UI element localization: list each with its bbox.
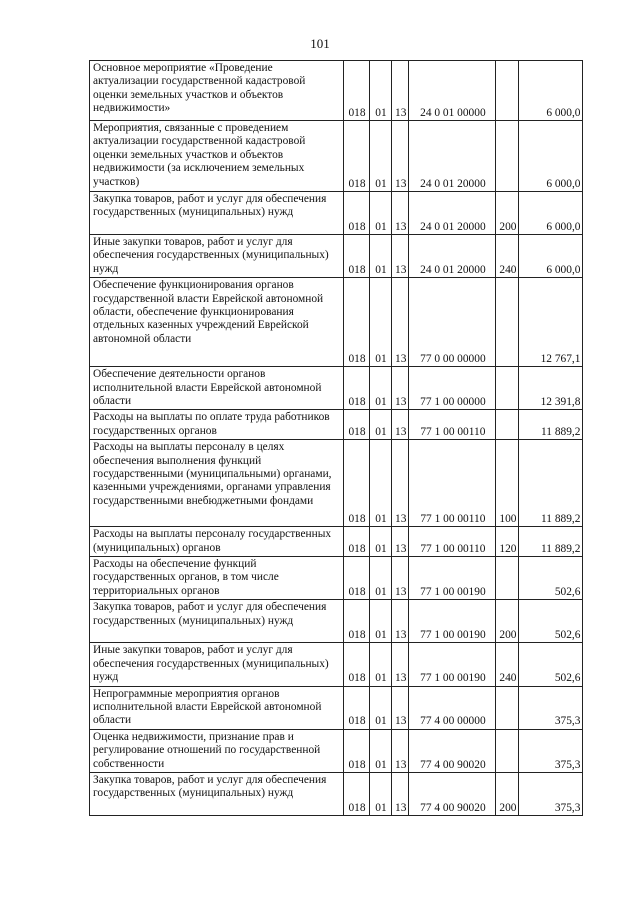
row-name: Расходы на выплаты по оплате труда работников государственных органов <box>90 410 344 440</box>
page-number: 101 <box>310 36 330 51</box>
target-article-code: 24 0 01 00000 <box>409 61 496 121</box>
row-name: Непрограммные мероприятия органов исполнительной власти Еврейской автономной области <box>90 686 344 729</box>
target-article-code: 77 1 00 00110 <box>409 527 496 557</box>
ministry-code: 018 <box>344 278 370 367</box>
ministry-code: 018 <box>344 61 370 121</box>
section-code: 01 <box>370 557 392 600</box>
expense-type-code: 120 <box>496 527 519 557</box>
section-code: 01 <box>370 121 392 192</box>
subsection-code: 13 <box>392 235 409 278</box>
section-code: 01 <box>370 600 392 643</box>
table-row <box>90 527 583 557</box>
amount-value: 502,6 <box>519 557 583 600</box>
section-code: 01 <box>370 367 392 410</box>
expense-type-code: 200 <box>496 600 519 643</box>
expense-type-code <box>496 61 519 121</box>
section-code: 01 <box>370 235 392 278</box>
row-name: Закупка товаров, работ и услуг для обеспечения государственных (муниципальных) нужд <box>90 772 344 815</box>
row-name: Иные закупки товаров, работ и услуг для обеспечения государственных (муниципальных) нужд <box>90 643 344 686</box>
ministry-code: 018 <box>344 729 370 772</box>
subsection-code: 13 <box>392 686 409 729</box>
expense-type-code: 200 <box>496 772 519 815</box>
ministry-code: 018 <box>344 410 370 440</box>
table-row <box>90 600 583 643</box>
section-code: 01 <box>370 440 392 527</box>
budget-table <box>89 60 583 816</box>
ministry-code: 018 <box>344 192 370 235</box>
expense-type-code: 200 <box>496 192 519 235</box>
amount-value: 375,3 <box>519 772 583 815</box>
section-code: 01 <box>370 278 392 367</box>
section-code: 01 <box>370 61 392 121</box>
target-article-code: 77 4 00 90020 <box>409 772 496 815</box>
expense-type-code: 240 <box>496 235 519 278</box>
section-code: 01 <box>370 643 392 686</box>
ministry-code: 018 <box>344 440 370 527</box>
amount-value: 6 000,0 <box>519 61 583 121</box>
ministry-code: 018 <box>344 527 370 557</box>
row-name: Расходы на выплаты персоналу государственных (муниципальных) органов <box>90 527 344 557</box>
ministry-code: 018 <box>344 557 370 600</box>
target-article-code: 77 1 00 00110 <box>409 410 496 440</box>
row-name: Закупка товаров, работ и услуг для обеспечения государственных (муниципальных) нужд <box>90 192 344 235</box>
row-name: Закупка товаров, работ и услуг для обеспечения государственных (муниципальных) нужд <box>90 600 344 643</box>
ministry-code: 018 <box>344 686 370 729</box>
subsection-code: 13 <box>392 61 409 121</box>
section-code: 01 <box>370 729 392 772</box>
expense-type-code: 240 <box>496 643 519 686</box>
subsection-code: 13 <box>392 440 409 527</box>
amount-value: 6 000,0 <box>519 235 583 278</box>
subsection-code: 13 <box>392 772 409 815</box>
target-article-code: 24 0 01 20000 <box>409 235 496 278</box>
table-row <box>90 410 583 440</box>
table-row <box>90 235 583 278</box>
expense-type-code: 100 <box>496 440 519 527</box>
ministry-code: 018 <box>344 235 370 278</box>
table-row <box>90 367 583 410</box>
target-article-code: 24 0 01 20000 <box>409 192 496 235</box>
amount-value: 11 889,2 <box>519 410 583 440</box>
table-row <box>90 192 583 235</box>
target-article-code: 77 0 00 00000 <box>409 278 496 367</box>
expense-type-code <box>496 367 519 410</box>
target-article-code: 77 4 00 00000 <box>409 686 496 729</box>
expense-type-code <box>496 557 519 600</box>
target-article-code: 77 1 00 00190 <box>409 643 496 686</box>
table-row <box>90 440 583 527</box>
ministry-code: 018 <box>344 121 370 192</box>
amount-value: 11 889,2 <box>519 440 583 527</box>
row-name: Обеспечение функционирования органов государственной власти Еврейской автономной области, обеспечение функционирования отдельных казенных учреждений Еврейской автономной области <box>90 278 344 367</box>
section-code: 01 <box>370 772 392 815</box>
amount-value: 375,3 <box>519 729 583 772</box>
amount-value: 12 391,8 <box>519 367 583 410</box>
target-article-code: 77 1 00 00190 <box>409 557 496 600</box>
amount-value: 502,6 <box>519 600 583 643</box>
target-article-code: 77 1 00 00190 <box>409 600 496 643</box>
expense-type-code <box>496 410 519 440</box>
row-name: Обеспечение деятельности органов исполнительной власти Еврейской автономной области <box>90 367 344 410</box>
subsection-code: 13 <box>392 410 409 440</box>
subsection-code: 13 <box>392 557 409 600</box>
amount-value: 11 889,2 <box>519 527 583 557</box>
subsection-code: 13 <box>392 278 409 367</box>
row-name: Основное мероприятие «Проведение актуализации государственной кадастровой оценки земельных участков и объектов недвижимости» <box>90 61 344 121</box>
ministry-code: 018 <box>344 367 370 410</box>
target-article-code: 24 0 01 20000 <box>409 121 496 192</box>
table-row <box>90 729 583 772</box>
expense-type-code <box>496 278 519 367</box>
amount-value: 6 000,0 <box>519 121 583 192</box>
row-name: Мероприятия, связанные с проведением актуализации государственной кадастровой оценки земельных участков и объектов недвижимости (за исключением земельных участков) <box>90 121 344 192</box>
table-row <box>90 61 583 121</box>
expense-type-code <box>496 121 519 192</box>
target-article-code: 77 1 00 00000 <box>409 367 496 410</box>
row-name: Расходы на выплаты персоналу в целях обеспечения выполнения функций государственными (муниципальными) органами, казенными учреждениями, органами управления государственными внебюджетными фондами <box>90 440 344 527</box>
ministry-code: 018 <box>344 772 370 815</box>
expense-type-code <box>496 729 519 772</box>
ministry-code: 018 <box>344 643 370 686</box>
table-row <box>90 557 583 600</box>
subsection-code: 13 <box>392 643 409 686</box>
amount-value: 12 767,1 <box>519 278 583 367</box>
table-row <box>90 772 583 815</box>
section-code: 01 <box>370 192 392 235</box>
table-row <box>90 686 583 729</box>
amount-value: 375,3 <box>519 686 583 729</box>
table-row <box>90 643 583 686</box>
subsection-code: 13 <box>392 121 409 192</box>
section-code: 01 <box>370 686 392 729</box>
target-article-code: 77 1 00 00110 <box>409 440 496 527</box>
target-article-code: 77 4 00 90020 <box>409 729 496 772</box>
row-name: Оценка недвижимости, признание прав и регулирование отношений по государственной собственности <box>90 729 344 772</box>
subsection-code: 13 <box>392 527 409 557</box>
section-code: 01 <box>370 410 392 440</box>
section-code: 01 <box>370 527 392 557</box>
row-name: Иные закупки товаров, работ и услуг для обеспечения государственных (муниципальных) нужд <box>90 235 344 278</box>
expense-type-code <box>496 686 519 729</box>
row-name: Расходы на обеспечение функций государственных органов, в том числе территориальных органов <box>90 557 344 600</box>
amount-value: 6 000,0 <box>519 192 583 235</box>
subsection-code: 13 <box>392 367 409 410</box>
table-row <box>90 278 583 367</box>
table-row <box>90 121 583 192</box>
subsection-code: 13 <box>392 729 409 772</box>
subsection-code: 13 <box>392 600 409 643</box>
ministry-code: 018 <box>344 600 370 643</box>
subsection-code: 13 <box>392 192 409 235</box>
amount-value: 502,6 <box>519 643 583 686</box>
